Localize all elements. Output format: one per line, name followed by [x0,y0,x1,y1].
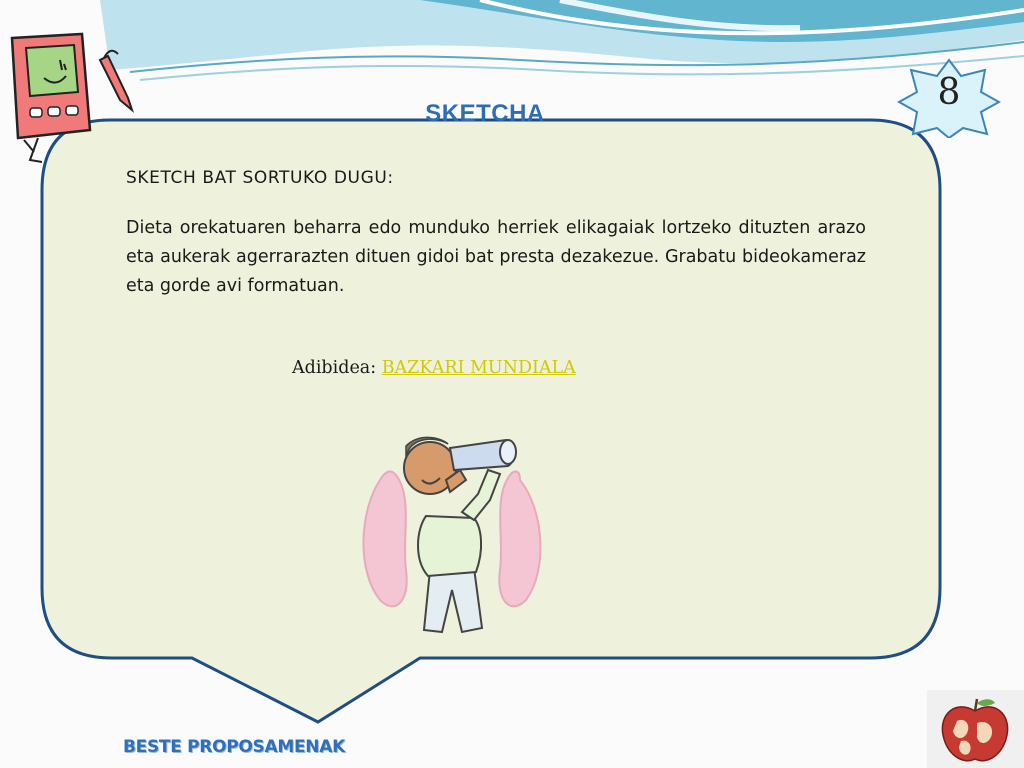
cell-phone-character-icon [4,30,144,170]
example-line [292,358,576,378]
example-label: Adibidea: [292,358,382,378]
page-title: SKETCHA [425,100,545,128]
content-heading: SKETCH BAT SORTUKO DUGU: [126,168,394,188]
content-paragraph: Dieta orekatuaren beharra edo munduko herriek elikagaiak lortzeko dituzten arazo eta aukerak agerrarazten dituen gidoi bat presta dezakezue. Grabatu bideokameraz eta gorde avi formatuan. [126,218,866,296]
footer-link[interactable]: BESTE PROPOSAMENAK [123,737,345,757]
content-text [126,168,866,301]
page-number: 8 [937,72,961,113]
apple-icon [935,695,1015,765]
example-link[interactable]: BAZKARI MUNDIALA [381,358,576,378]
cameraman-icon [350,420,560,640]
